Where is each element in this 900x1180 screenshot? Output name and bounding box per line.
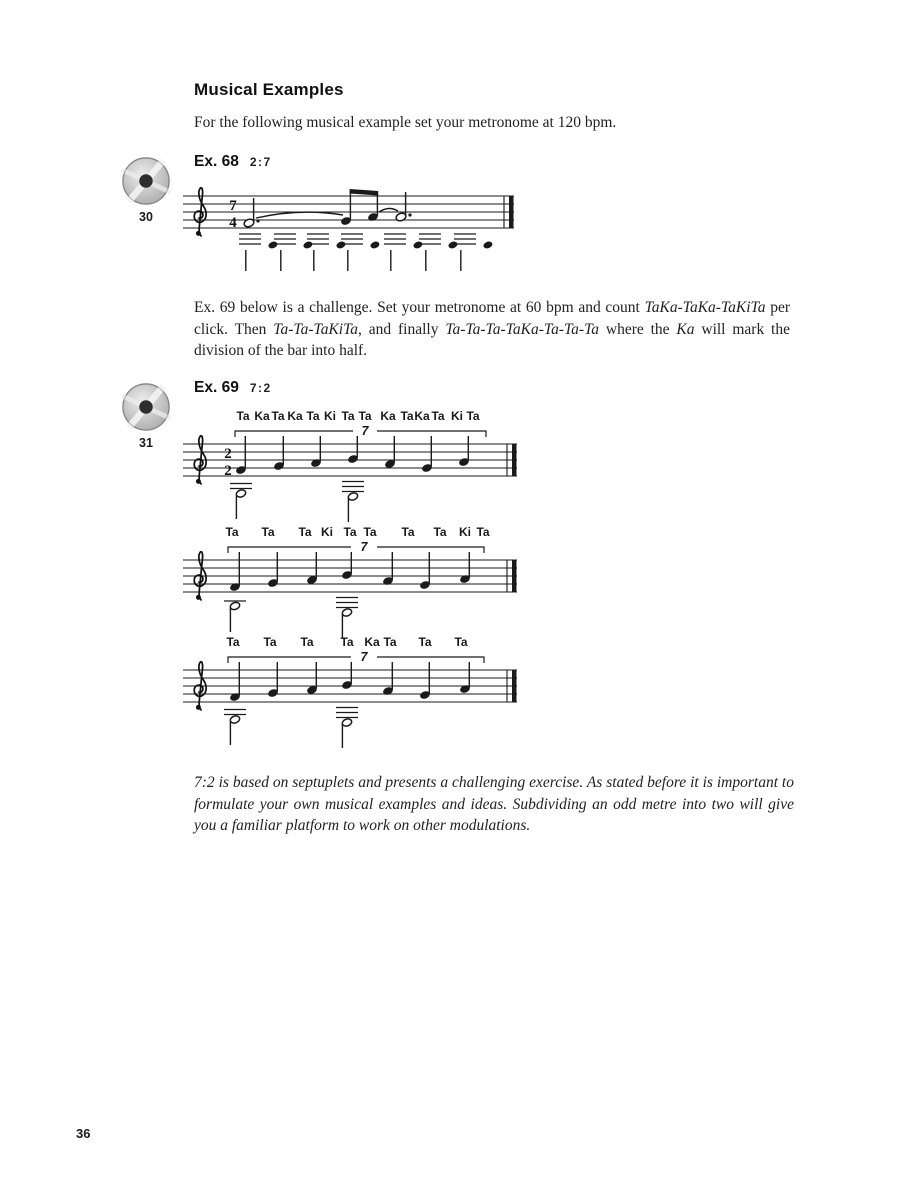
ex69-header — [194, 379, 272, 397]
syllable-label: Ta — [358, 409, 372, 423]
ex69-staff-1 — [183, 408, 531, 526]
time-signature-top: 2 — [224, 446, 232, 462]
syllable-label: Ta — [383, 635, 397, 649]
page-number: 36 — [76, 1126, 91, 1141]
tuplet-number: 7 — [360, 540, 368, 554]
syllable-label: Ta — [476, 525, 490, 539]
paragraph-text: per click. Then — [194, 299, 790, 338]
time-signature-top: 7 — [229, 198, 237, 214]
counting-syllables: TaKa-TaKa-TaKiTa — [644, 299, 766, 316]
syllable-row — [236, 409, 479, 423]
paragraph-text: will mark the division of the bar into half. — [194, 320, 790, 359]
cd-disc-icon — [121, 382, 171, 432]
ex69-ratio: 7:2 — [249, 381, 272, 395]
syllable-label: Ki — [321, 525, 333, 539]
ex68-header — [194, 153, 272, 171]
counting-syllables: Ta-Ta-TaKiTa — [273, 320, 359, 338]
cd-track-number: 30 — [139, 210, 153, 224]
intro-paragraph: For the following musical example set your metronome at 120 bpm. — [194, 114, 617, 131]
closing-paragraph: 7:2 is based on septuplets and presents a challenging exercise. As stated before it is important to formulate your own musical examples and ideas. Subdividing an odd metre into two will give you a familiar platform to work on other modulations. — [194, 774, 794, 834]
cd-disc-icon — [121, 156, 171, 206]
syllable-label: Ta — [400, 409, 414, 423]
click-track-marks — [224, 598, 358, 639]
syllable-label: Ta — [401, 525, 415, 539]
syllable-row — [226, 635, 467, 649]
syllable-label: Ta — [340, 635, 354, 649]
ex69-staff-3 — [183, 634, 531, 752]
time-signature-bottom: 2 — [224, 463, 232, 479]
tuplet-bracket — [228, 650, 484, 664]
counting-syllables: Ta-Ta-Ta-TaKa-Ta-Ta-Ta — [445, 320, 600, 338]
syllable-label: Ka — [254, 409, 270, 423]
paragraph-text: Ex. 69 below is a challenge. Set your metronome at 60 bpm and count — [194, 299, 645, 316]
melody-notes — [243, 189, 412, 228]
syllable-label: Ta — [306, 409, 320, 423]
syllable-label: Ta — [431, 409, 445, 423]
syllable-label: Ta — [236, 409, 250, 423]
ex69-label: Ex. 69 — [194, 379, 239, 396]
syllable-label: Ta — [300, 635, 314, 649]
ex68-notation-staff — [183, 182, 523, 278]
syllable-label: Ka — [364, 635, 380, 649]
ex69-staff-2 — [183, 524, 531, 642]
paragraph-text: where the — [599, 320, 677, 338]
septuplet-notes — [229, 552, 471, 592]
click-track-marks — [239, 234, 493, 271]
syllable-label: Ta — [271, 409, 285, 423]
cd-track-badge-30 — [119, 156, 173, 224]
syllable-label: Ta — [341, 409, 355, 423]
click-track-marks — [224, 708, 358, 749]
section-heading: Musical Examples — [194, 80, 344, 99]
syllable-label: Ta — [263, 635, 277, 649]
tuplet-number: 7 — [360, 650, 368, 664]
syllable-label: Ta — [363, 525, 377, 539]
syllable-label: Ta — [433, 525, 447, 539]
syllable-label: Ki — [459, 525, 471, 539]
syllable-label: Ta — [466, 409, 480, 423]
ex68-ratio: 2:7 — [249, 155, 272, 169]
syllable-row — [225, 525, 489, 539]
syllable-label: Ta — [261, 525, 275, 539]
septuplet-notes — [235, 436, 470, 475]
cd-track-badge-31 — [119, 382, 173, 450]
click-track-marks — [230, 482, 364, 523]
syllable-label: Ka — [287, 409, 303, 423]
syllable-label: Ki — [324, 409, 336, 423]
syllable-label: Ki — [451, 409, 463, 423]
syllable-label: Ta — [343, 525, 357, 539]
counting-syllables: Ka — [676, 320, 695, 338]
tuplet-bracket — [228, 540, 484, 554]
syllable-label: Ta — [226, 635, 240, 649]
syllable-label: Ta — [225, 525, 239, 539]
syllable-label: Ka — [380, 409, 396, 423]
paragraph-text: , and finally — [358, 320, 446, 338]
challenge-paragraph — [194, 297, 790, 362]
tuplet-bracket — [235, 424, 486, 438]
ex68-label: Ex. 68 — [194, 153, 239, 170]
septuplet-notes — [229, 662, 471, 702]
tuplet-number: 7 — [361, 424, 369, 438]
syllable-label: Ka — [414, 409, 430, 423]
time-signature-bottom: 4 — [229, 215, 237, 231]
syllable-label: Ta — [454, 635, 468, 649]
syllable-label: Ta — [418, 635, 432, 649]
cd-track-number: 31 — [139, 436, 153, 450]
syllable-label: Ta — [298, 525, 312, 539]
